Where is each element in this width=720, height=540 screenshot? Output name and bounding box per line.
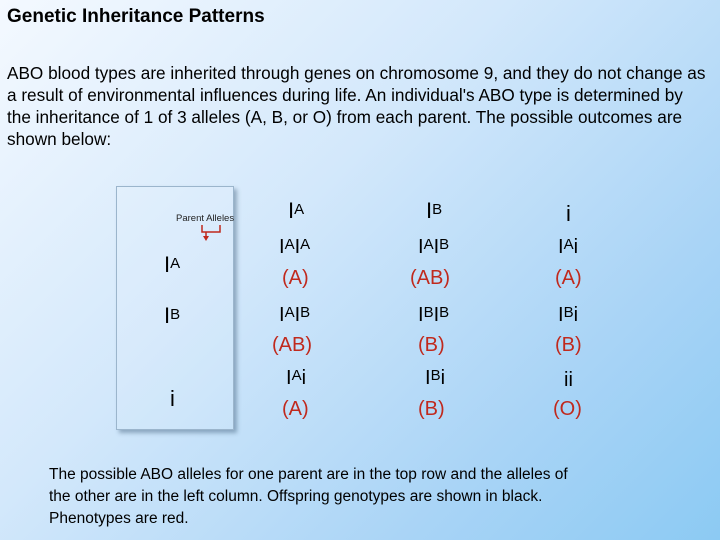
intro-paragraph: ABO blood types are inherited through genes on chromosome 9, and they do not change as a result of environmental influences during life. An individual's ABO type is determined by the inheritance of 1 of 3 alleles (A, B, or O) from each parent. The possible outcomes are shown below: [7, 63, 706, 149]
genotype-r3c1: $I^Ai$ [286, 367, 307, 389]
phenotype-r2c1: (AB) [272, 334, 312, 356]
genotype-r1c2: $I^AI^B$ [418, 236, 450, 258]
genotype-r2c1: $I^AI^B$ [279, 304, 311, 326]
genotype-r2c2: $I^BI^B$ [418, 304, 450, 326]
phenotype-r3c2: (B) [418, 398, 445, 420]
top-allele-i: i [566, 201, 571, 226]
phenotype-r2c3: (B) [555, 334, 582, 356]
phenotype-r1c2: (AB) [410, 267, 450, 289]
phenotype-r1c1: (A) [282, 267, 309, 289]
phenotype-r2c2: (B) [418, 334, 445, 356]
genotype-r1c1: $I^AI^A$ [279, 236, 311, 258]
genotype-r1c3: $I^Ai$ [558, 236, 579, 258]
footer-note: The possible ABO alleles for one parent are in the top row and the alleles of the other are in the left column. Offspring genotypes are shown in black. Phenotypes are red. [49, 466, 568, 527]
genotype-r3c2: $I^Bi$ [425, 367, 446, 389]
parent-alleles-label: Parent Alleles [176, 213, 235, 224]
page-title: Genetic Inheritance Patterns [7, 6, 265, 27]
genotype-r2c3: $I^Bi$ [558, 304, 579, 326]
phenotype-r3c3: (O) [553, 398, 582, 420]
genotype-r3c3: ii [564, 369, 573, 391]
left-allele-IB: $I^B$ [164, 303, 181, 328]
left-allele-IA: $I^A$ [164, 252, 181, 277]
left-allele-i: i [170, 386, 175, 411]
arrow-icon [200, 222, 230, 244]
top-allele-IB: $I^B$ [426, 198, 443, 223]
phenotype-r1c3: (A) [555, 267, 582, 289]
phenotype-r3c1: (A) [282, 398, 309, 420]
top-allele-IA: $I^A$ [288, 198, 305, 223]
